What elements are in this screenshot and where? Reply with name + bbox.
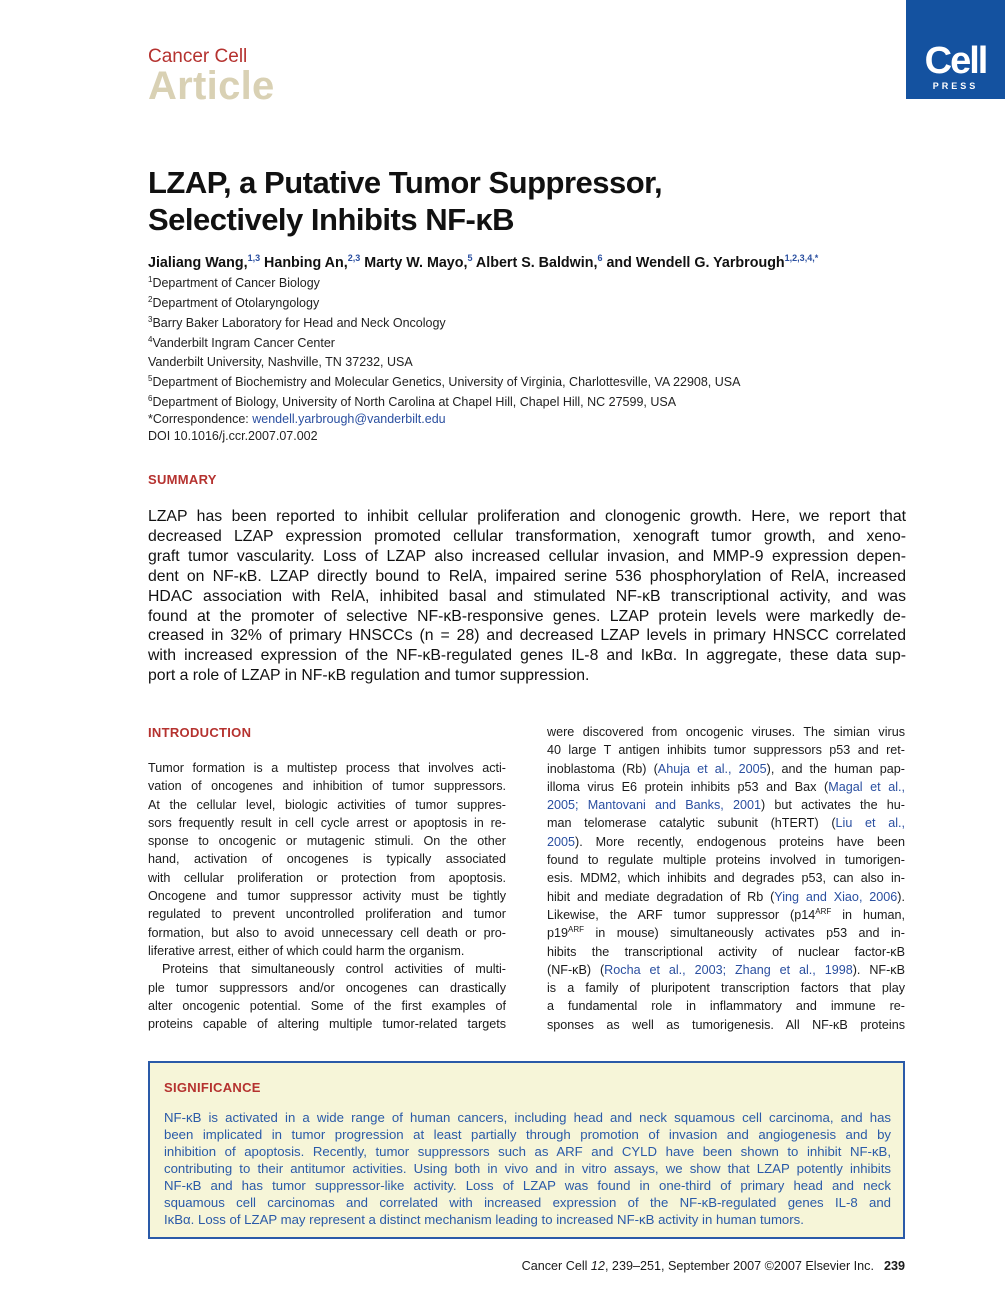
- significance-line: been implicated in tumor progression at least partially through promotion of invasion and angiogenesis and by: [164, 1127, 891, 1142]
- body-line: 40 large T antigen inhibits tumor suppressors p53 and ret-: [547, 743, 905, 758]
- affiliation: [148, 371, 740, 391]
- citation-link[interactable]: Ying and Xiao, 2006: [774, 889, 898, 904]
- doi[interactable]: DOI 10.1016/j.ccr.2007.07.002: [148, 428, 318, 443]
- affiliation: [148, 391, 740, 411]
- author-name: Jialiang Wang,: [148, 254, 248, 271]
- summary-line: creased in 32% of primary HNSCCs (n = 28) and decreased LZAP levels in primary HNSCC correlated: [148, 627, 906, 645]
- author-affiliation-marker[interactable]: 5: [467, 253, 473, 263]
- summary-line: port a role of LZAP in NF-κB regulation and tumor suppression.: [148, 667, 590, 685]
- citation-link[interactable]: Liu et al.,: [835, 816, 905, 831]
- body-line: is a family of pluripotent transcription factors that play: [547, 981, 905, 996]
- affiliation-marker: 5: [148, 374, 153, 384]
- body-line: [547, 796, 905, 814]
- affiliation: [148, 312, 740, 332]
- summary-line: LZAP has been reported to inhibit cellular proliferation and clonogenic growth. Here, we report that: [148, 508, 906, 525]
- body-line: Tumor formation is a multistep process that involves acti-: [148, 761, 506, 775]
- text-run: hibit and mediate degradation of Rb (: [547, 889, 775, 904]
- affiliation: [148, 292, 740, 312]
- significance-heading: SIGNIFICANCE: [164, 1080, 261, 1095]
- footer-pages: , 239–251, September 2007: [604, 1259, 765, 1273]
- citation-link[interactable]: Magal et al.,: [828, 779, 905, 794]
- summary-line: decreased LZAP expression promoted cellular transformation, xenograft tumor growth, and xeno-: [148, 527, 906, 545]
- text-run: in human,: [831, 907, 905, 922]
- affiliation-marker: 2: [148, 294, 153, 304]
- text-run: inoblastoma (Rb) (: [547, 761, 658, 776]
- author-list: [148, 253, 818, 271]
- text-run: ). More recently, endogenous proteins have been: [575, 834, 905, 849]
- text-run: p19: [547, 926, 569, 941]
- summary-line: HDAC association with RelA, inhibited basal and stimulated NF-κB transcriptional activity, and was: [148, 587, 906, 605]
- author-affiliation-marker[interactable]: 6: [597, 253, 603, 263]
- text-run: ). NF-κB: [852, 962, 906, 977]
- author-affiliation-marker[interactable]: 1,2,3,4,*: [784, 253, 819, 263]
- footer-journal: Cancer Cell: [521, 1259, 591, 1273]
- author-affiliation-marker[interactable]: 1,3: [247, 253, 261, 263]
- correspondence-email-link[interactable]: wendell.yarbrough@vanderbilt.edu: [252, 412, 446, 427]
- body-line: [547, 833, 905, 851]
- body-line: regulated to prevent uncontrolled proliferation and tumor: [148, 907, 506, 922]
- page-number: 239: [883, 1259, 905, 1273]
- author-name: Marty W. Mayo,: [360, 254, 468, 271]
- body-line: hand, activation of oncogenes is typically associated: [148, 852, 506, 867]
- body-line: [547, 924, 905, 942]
- affiliation-text: Barry Baker Laboratory for Head and Neck Oncology: [152, 315, 446, 330]
- summary-line: dent on NF-κB. LZAP directly bound to RelA, impaired serine 536 phosphorylation of RelA, increased: [148, 567, 906, 585]
- affiliation: [148, 332, 740, 352]
- body-line: [547, 814, 905, 832]
- body-line: a fundamental role in inflammatory and immune re-: [547, 999, 905, 1014]
- body-line: vation of oncogenes and inhibition of tumor suppressors.: [148, 779, 506, 794]
- summary-line: found at the promoter of selective NF-κB-responsive genes. LZAP protein levels were markedly de-: [148, 607, 906, 625]
- body-line: esis. MDM2, which inhibits and degrades p53, can also in-: [547, 871, 905, 886]
- body-line: found to regulate multiple proteins involved in tumorigen-: [547, 853, 905, 868]
- affiliation-text: Department of Cancer Biology: [152, 276, 320, 291]
- cell-press-logo[interactable]: [906, 0, 1005, 99]
- significance-line: contributing to their antitumor activities. Using both in vivo and in vitro assays, we show that LZAP potently inhibits: [164, 1161, 891, 1176]
- affiliation-text: Vanderbilt Ingram Cancer Center: [152, 335, 335, 350]
- affiliation-marker: 4: [148, 334, 153, 344]
- body-line: alter oncogenic potential. Some of the first examples of: [148, 998, 506, 1013]
- body-line: [547, 778, 905, 796]
- citation-link[interactable]: Ahuja et al., 2005: [657, 761, 767, 776]
- body-line: At the cellular level, biologic activities of tumor suppres-: [148, 797, 506, 812]
- significance-line: NF-κB is activated in a wide range of human cancers, including head and neck squamous cell carcinoma, and has: [164, 1110, 891, 1125]
- article-type-label: Article: [148, 64, 275, 108]
- footer-volume: 12: [590, 1259, 605, 1273]
- author-name: Albert S. Baldwin,: [472, 254, 598, 271]
- body-line: with cellular proliferation or protection from apoptosis.: [148, 870, 506, 885]
- text-run: ), and the human pap-: [766, 761, 905, 776]
- significance-line: IκBα. Loss of LZAP may represent a distinct mechanism leading to increased NF-κB activity in human tumors.: [164, 1212, 804, 1227]
- introduction-left-column: [148, 759, 506, 1033]
- logo-word: Cell: [924, 40, 987, 82]
- body-line: hibits the transcriptional activity of nuclear factor-κB: [547, 944, 905, 959]
- journal-name: Cancer Cell: [148, 46, 248, 67]
- affiliation-text: Department of Otolaryngology: [152, 296, 320, 311]
- text-run: illoma virus E6 protein inhibits p53 and Bax (: [547, 779, 829, 794]
- text-run: ).: [897, 889, 905, 904]
- body-line: formation, but also to avoid unnecessary cell death or pro-: [148, 925, 506, 940]
- title-line: Selectively Inhibits NF-κB: [148, 202, 515, 237]
- affiliation-marker: 3: [148, 314, 153, 324]
- text-run: ) but activates the hu-: [761, 798, 905, 813]
- title-line: LZAP, a Putative Tumor Suppressor,: [148, 165, 663, 200]
- affiliation-text: Department of Biochemistry and Molecular Genetics, University of Virginia, Charlottesville, VA 22908, USA: [152, 375, 741, 390]
- superscript: ARF: [815, 906, 832, 916]
- body-line: were discovered from oncogenic viruses. The simian virus: [547, 725, 905, 739]
- superscript: ARF: [568, 925, 585, 935]
- affiliation: [148, 351, 740, 371]
- body-line: ple tumor suppressors and/or oncogenes can drastically: [148, 980, 506, 995]
- body-line: Proteins that simultaneously control activities of multi-: [162, 962, 506, 977]
- affiliation-marker: 1: [148, 275, 153, 284]
- citation-link[interactable]: 2005: [547, 834, 576, 849]
- body-line: [547, 888, 905, 906]
- introduction-right-column: [547, 723, 905, 1034]
- affiliation: [148, 272, 740, 292]
- text-run: Likewise, the ARF tumor suppressor (p14: [547, 907, 816, 922]
- author-name: Hanbing An,: [260, 254, 348, 271]
- correspondence: [148, 411, 740, 428]
- body-line: liferative arrest, either of which could harm the organism.: [148, 943, 465, 958]
- affiliations: [148, 272, 740, 444]
- body-line: [547, 906, 905, 924]
- affiliation-marker: 6: [148, 394, 153, 404]
- text-run: (NF-κB) (: [547, 962, 605, 977]
- significance-box: [148, 1061, 905, 1239]
- summary-heading: SUMMARY: [148, 472, 217, 487]
- affiliation-text: Vanderbilt University, Nashville, TN 37232, USA: [148, 355, 413, 370]
- significance-text: [164, 1109, 891, 1228]
- citation-link[interactable]: Rocha et al., 2003; Zhang et al., 1998: [604, 962, 853, 977]
- body-line: Oncogene and tumor suppressor activity must be tightly: [148, 889, 506, 904]
- author-affiliation-marker[interactable]: 2,3: [347, 253, 361, 263]
- body-line: proteins capable of altering multiple tumor-related targets: [148, 1017, 506, 1032]
- citation-link[interactable]: 2005; Mantovani and Banks, 2001: [547, 798, 762, 813]
- text-run: man telomerase catalytic subunit (hTERT) (: [547, 816, 836, 831]
- footer-copyright: ©2007 Elsevier Inc.: [764, 1259, 874, 1273]
- significance-line: inhibition of apoptosis. Recently, tumor suppressors such as ARF and CYLD have been shown to inhibit NF-κB,: [164, 1144, 891, 1159]
- summary-line: with increased expression of the NF-κB-regulated genes IL-8 and IκBα. In aggregate, these data sup-: [148, 647, 906, 665]
- body-line: [547, 961, 905, 979]
- summary-text: [148, 507, 906, 686]
- introduction-heading: INTRODUCTION: [148, 725, 252, 740]
- summary-line: graft tumor vascularity. Loss of LZAP also increased cellular invasion, and MMP-9 expression depen-: [148, 547, 906, 565]
- significance-line: squamous cell carcinomas and correlated with increased expression of the NF-κB-regulated genes IL-8 and: [164, 1195, 891, 1210]
- logo-press: PRESS: [932, 81, 979, 91]
- article-title: [148, 164, 662, 238]
- body-line: [547, 760, 905, 778]
- correspondence-label: *Correspondence:: [148, 412, 253, 427]
- author-name: and Wendell G. Yarbrough: [602, 254, 785, 271]
- page-footer: [522, 1259, 905, 1273]
- body-line: sors frequently result in cell cycle arrest or apoptosis in re-: [148, 815, 506, 830]
- text-run: in mouse) simultaneously activates p53 and in-: [584, 926, 905, 941]
- body-line: sponses as well as tumorigenesis. All NF-κB proteins: [547, 1017, 905, 1032]
- affiliation-text: Department of Biology, University of North Carolina at Chapel Hill, Chapel Hill, NC 27599, USA: [152, 395, 677, 410]
- body-line: sponse to oncogenic or mutagenic stimuli. On the other: [148, 834, 506, 849]
- significance-line: NF-κB and has tumor suppressor-like activity. Loss of LZAP was found in one-third of primary head and neck: [164, 1178, 891, 1193]
